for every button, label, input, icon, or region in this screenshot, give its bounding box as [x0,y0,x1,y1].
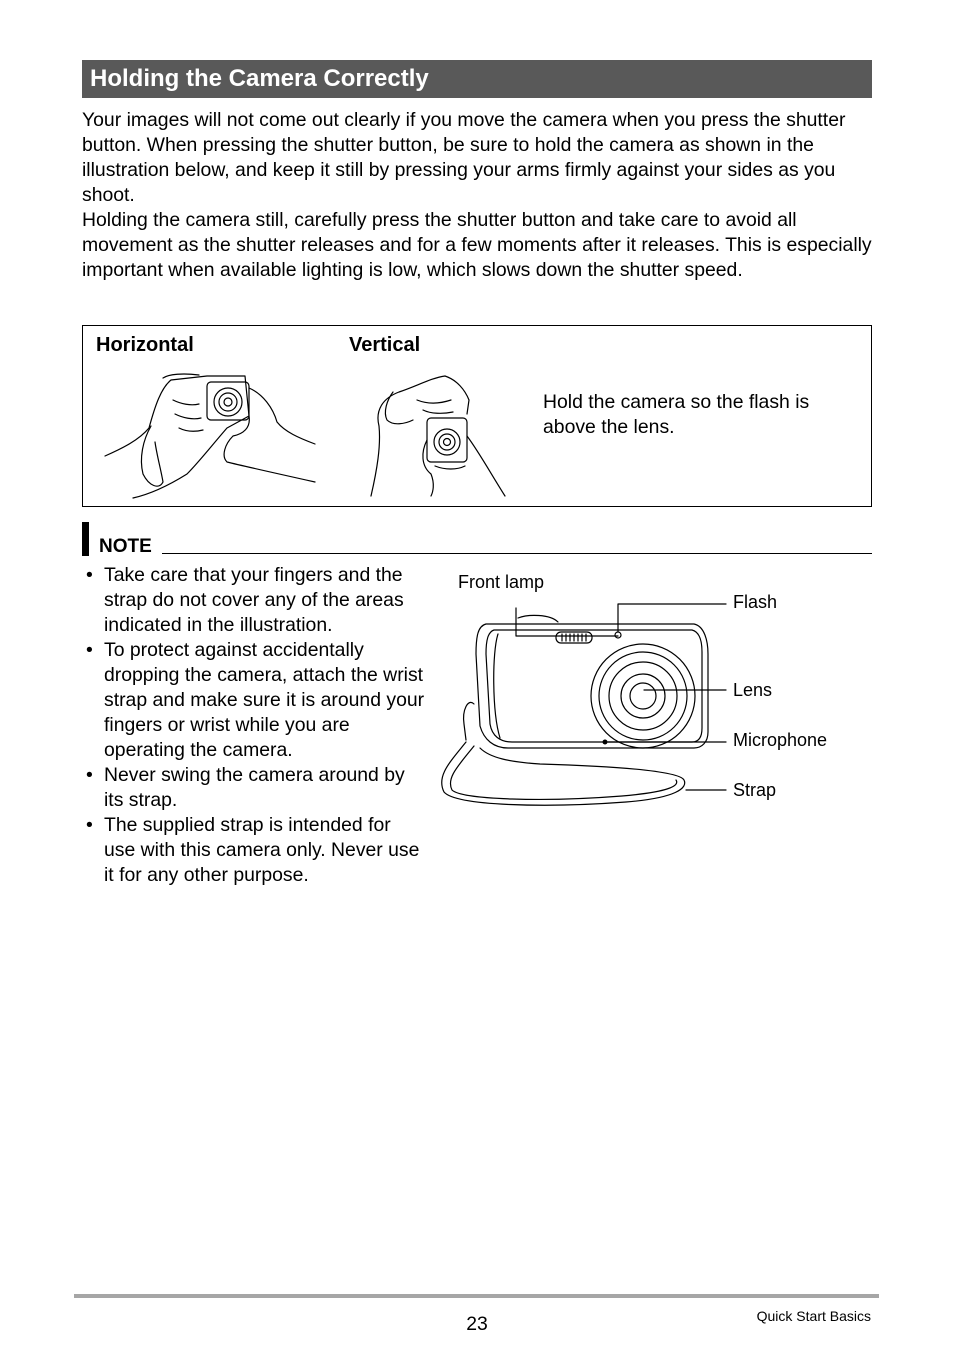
footer-divider [74,1294,879,1298]
horizontal-label: Horizontal [96,334,194,356]
vertical-label: Vertical [349,334,421,356]
microphone-label: Microphone [733,730,828,750]
front-lamp-label: Front lamp [458,572,545,592]
note-list [82,563,427,888]
flash-label: Flash [733,592,778,612]
note-marker [82,522,89,556]
strap-label: Strap [733,780,777,800]
intro-text [82,108,872,283]
camera-diagram [436,592,736,814]
hold-instruction: Hold the camera so the flash is above the lens. [543,391,810,438]
footer-section-title: Quick Start Basics [756,1308,871,1324]
note-item: • To protect against accidentally dropping the camera, attach the wrist strap and make sure it is around your fingers or wrist while you are operating the camera. [82,638,427,763]
note-divider [162,553,872,554]
note-item: • Take care that your fingers and the strap do not cover any of the areas indicated in the illustration. [82,563,427,638]
section-title: Holding the Camera Correctly [82,60,872,98]
page-number: 23 [466,1313,488,1335]
lens-label: Lens [733,680,773,700]
note-label: NOTE [99,536,152,557]
note-item: • The supplied strap is intended for use with this camera only. Never use it for any other purpose. [82,813,427,888]
note-item: • Never swing the camera around by its strap. [82,763,427,813]
vertical-hold-illustration [365,370,510,502]
intro-paragraph-1: Your images will not come out clearly if you move the camera when you press the shutter button. When pressing the shutter button, be sure to hold the camera as shown in the illustration below, and keep it still by pressing your arms firmly against your sides as you shoot. [82,109,846,206]
horizontal-hold-illustration [103,370,318,500]
intro-paragraph-2: Holding the camera still, carefully press the shutter button and take care to avoid all movement as the shutter releases and for a few moments after it releases. This is especially important when available lighting is low, which slows down the shutter speed. [82,209,872,281]
holding-positions-box [82,325,872,507]
